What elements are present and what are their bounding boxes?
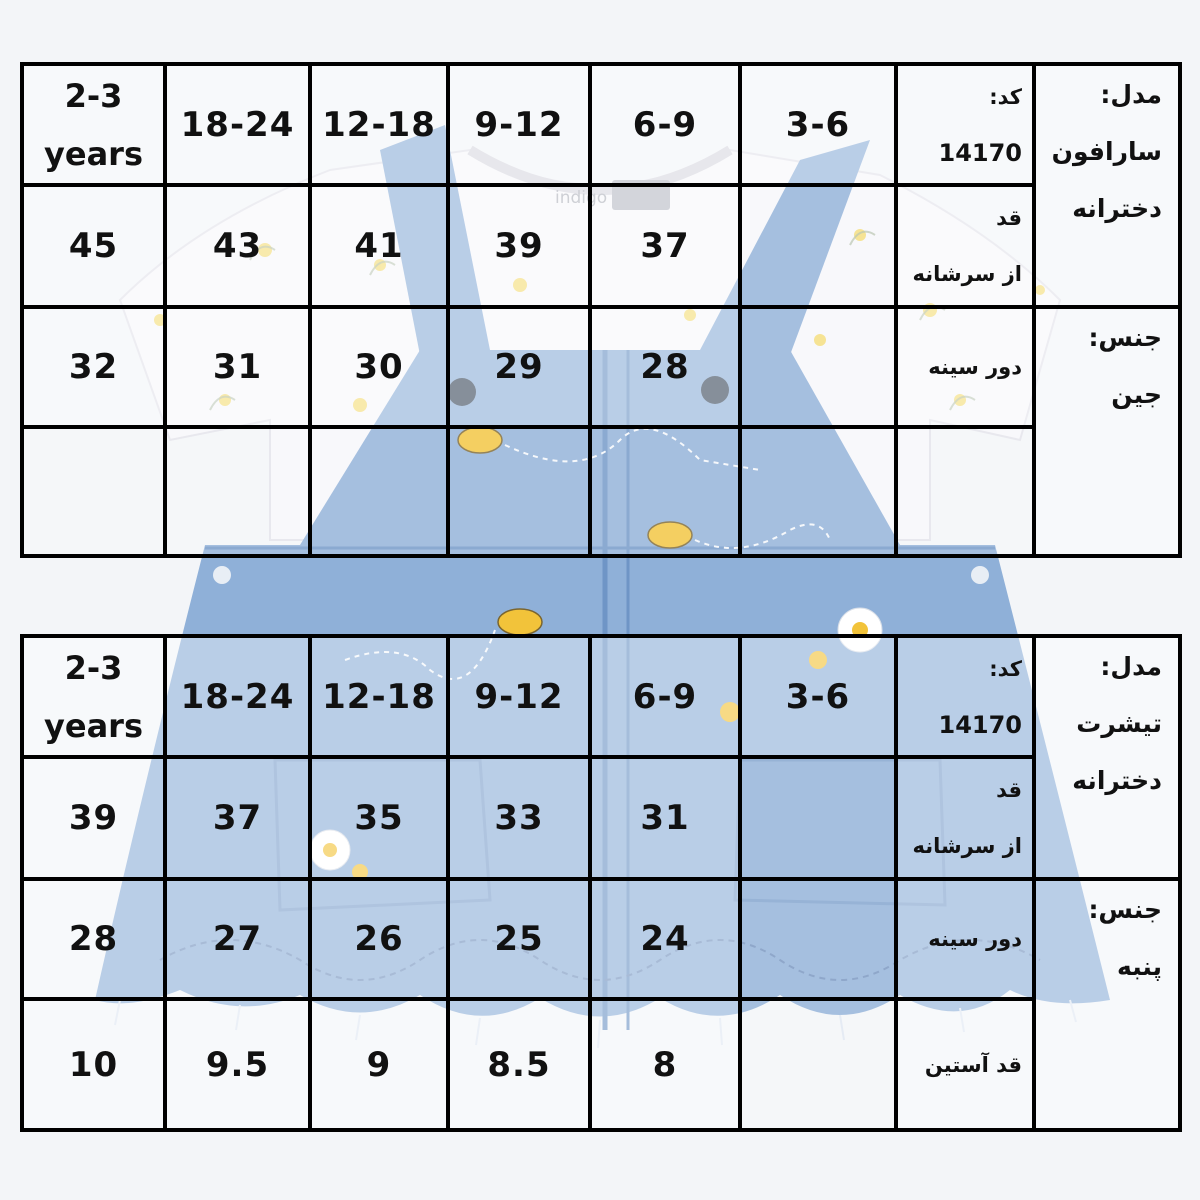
table-row	[22, 879, 1180, 999]
empty-cell	[165, 427, 310, 556]
cell-value: 37	[165, 757, 310, 879]
material-label: جنس:	[1088, 895, 1162, 924]
cell-value: 26	[310, 879, 448, 999]
size-header: 9-12	[448, 636, 590, 757]
row-label-length: قد از سرشانه	[896, 757, 1034, 879]
cell-value	[740, 307, 896, 427]
sarafan-model-cell	[1034, 64, 1180, 307]
cell-value: 30	[310, 307, 448, 427]
size-header: 12-18	[310, 64, 448, 185]
cell-value: 37	[590, 185, 740, 307]
cell-value: 8.5	[448, 999, 590, 1130]
size-header: 6-9	[590, 64, 740, 185]
cell-value: 24	[590, 879, 740, 999]
table-row	[22, 999, 1180, 1130]
row-label-chest: دور سینه	[896, 879, 1034, 999]
code-label: کد:	[989, 656, 1022, 681]
cell-value: 33	[448, 757, 590, 879]
sarafan-material-cell	[1034, 307, 1180, 556]
table-row-empty	[22, 427, 1180, 556]
cell-value: 9	[310, 999, 448, 1130]
tshirt-material-cell	[1034, 879, 1180, 1130]
cell-value: 28	[590, 307, 740, 427]
size-header: 3-6	[740, 64, 896, 185]
cell-value: 39	[448, 185, 590, 307]
size-header: 3-6	[740, 636, 896, 757]
table-row	[22, 757, 1180, 879]
cell-value	[740, 879, 896, 999]
empty-cell	[22, 427, 165, 556]
cell-value: 31	[590, 757, 740, 879]
size-header: 9-12	[448, 64, 590, 185]
code-cell	[896, 64, 1034, 185]
cell-value: 31	[165, 307, 310, 427]
cell-value: 25	[448, 879, 590, 999]
model-label: مدل:	[1100, 80, 1162, 109]
size-header: 18-24	[165, 636, 310, 757]
cell-value: 28	[22, 879, 165, 999]
cell-value: 45	[22, 185, 165, 307]
cell-value: 39	[22, 757, 165, 879]
material-value: جین	[1111, 380, 1162, 409]
material-label: جنس:	[1088, 323, 1162, 352]
tshirt-model-cell	[1034, 636, 1180, 879]
size-header: 12-18	[310, 636, 448, 757]
cell-value: 29	[448, 307, 590, 427]
table-row	[22, 307, 1180, 427]
cell-value: 32	[22, 307, 165, 427]
code-label: کد:	[989, 84, 1022, 109]
empty-cell	[310, 427, 448, 556]
empty-cell	[740, 427, 896, 556]
row-label-chest: دور سینه	[896, 307, 1034, 427]
cell-value: 35	[310, 757, 448, 879]
cell-value	[740, 185, 896, 307]
model-name-line2: دخترانه	[1072, 194, 1162, 223]
cell-value: 27	[165, 879, 310, 999]
size-header: 6-9	[590, 636, 740, 757]
cell-value	[740, 757, 896, 879]
model-name-line2: دخترانه	[1072, 766, 1162, 795]
empty-cell	[590, 427, 740, 556]
size-header: 18-24	[165, 64, 310, 185]
cell-value: 41	[310, 185, 448, 307]
cell-value: 9.5	[165, 999, 310, 1130]
cell-value: 8	[590, 999, 740, 1130]
material-value: پنبه	[1117, 952, 1162, 981]
model-label: مدل:	[1100, 652, 1162, 681]
sarafan-size-table	[20, 62, 1182, 558]
empty-cell	[448, 427, 590, 556]
row-label-sleeve: قد آستین	[896, 999, 1034, 1130]
size-header-years: 2-3 years	[22, 636, 165, 757]
code-cell	[896, 636, 1034, 757]
code-value: 14170	[938, 710, 1022, 739]
row-label-length: قد از سرشانه	[896, 185, 1034, 307]
brand-label: indigo	[555, 188, 608, 208]
cell-value: 10	[22, 999, 165, 1130]
model-name-line1: سارافون	[1051, 137, 1162, 166]
code-value: 14170	[938, 138, 1022, 167]
model-name-line1: تیشرت	[1076, 709, 1162, 738]
table-row	[22, 185, 1180, 307]
cell-value	[740, 999, 896, 1130]
size-header-years: 2-3 years	[22, 64, 165, 185]
cell-value: 43	[165, 185, 310, 307]
empty-cell	[896, 427, 1034, 556]
tshirt-size-table	[20, 634, 1182, 1132]
